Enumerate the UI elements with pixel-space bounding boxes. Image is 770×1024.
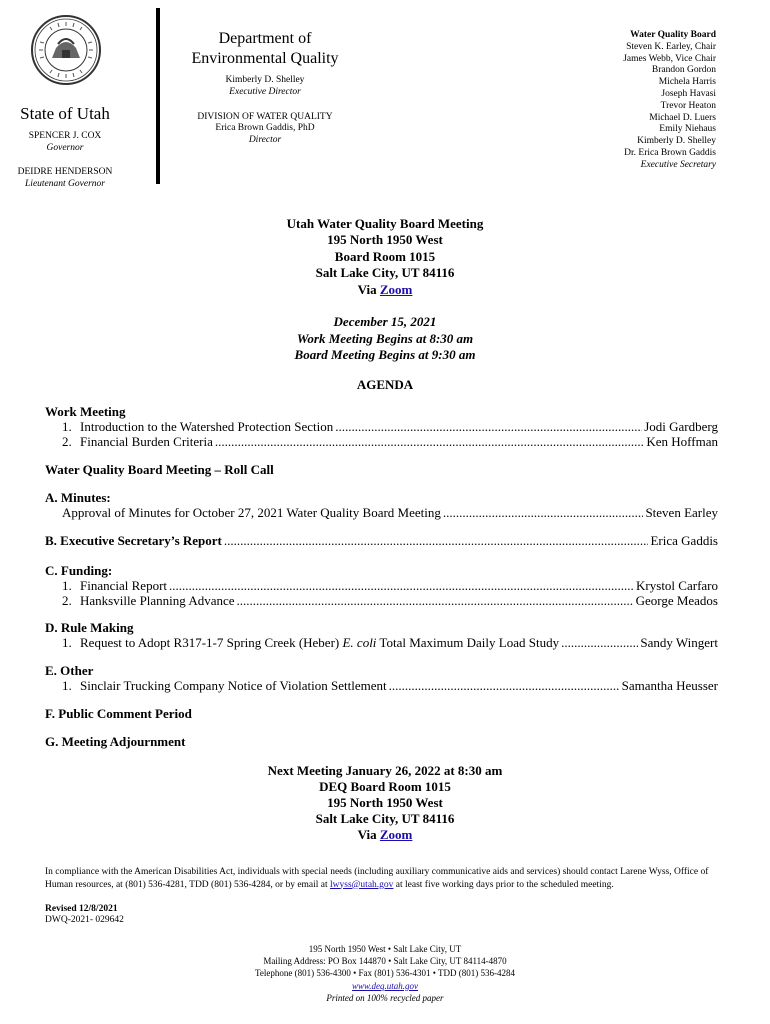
email-link[interactable]: lwyss@utah.gov <box>330 879 394 890</box>
department-name-line1: Department of <box>218 30 312 47</box>
division-director-title: Director <box>248 135 282 145</box>
next-meeting-via <box>0 827 770 844</box>
presenter: Erica Gaddis <box>650 533 718 548</box>
website-link[interactable]: www.deq.utah.gov <box>351 981 419 991</box>
revised-date: Revised 12/8/2021 <box>45 904 118 914</box>
item-text: Approval of Minutes for October 27, 2021 Water Quality Board Meeting <box>62 505 441 520</box>
board-member: Kimberly D. Shelley <box>637 136 716 147</box>
rule-making-heading: D. Rule Making <box>45 620 134 635</box>
item-text-italic: E. coli <box>342 635 377 650</box>
compliance-text: In compliance with the American Disabilities Act, individuals with special needs (including auxiliary communicative aids and services) should contact Larene Wyss, Office of Human resources, at (801) 536-4281, TDD (801) 536-4284, or by email at <box>45 867 709 890</box>
leader-dots <box>389 678 620 694</box>
footer-address: 195 North 1950 West • Salt Lake City, UT <box>308 944 462 954</box>
next-meeting-via-label: Via <box>357 827 380 842</box>
presenter: Jodi Gardberg <box>644 419 718 434</box>
board-member-list <box>516 30 716 172</box>
item-number: 1. <box>62 678 72 693</box>
board-member: Michela Harris <box>658 77 716 88</box>
footer-recycled: Printed on 100% recycled paper <box>326 993 444 1003</box>
item-text: Request to Adopt R317-1-7 Spring Creek (Heber) <box>80 635 343 650</box>
meeting-title: Utah Water Quality Board Meeting <box>286 216 484 231</box>
department-name <box>180 29 350 69</box>
adjournment-heading: G. Meeting Adjournment <box>45 734 186 749</box>
lt-governor-name: DEIDRE HENDERSON <box>17 167 113 177</box>
agenda-title: AGENDA <box>356 377 414 392</box>
public-comment-heading: F. Public Comment Period <box>45 706 192 721</box>
leader-dots <box>169 578 634 594</box>
item-number: 1. <box>62 419 72 434</box>
meeting-address: 195 North 1950 West <box>327 232 443 247</box>
leader-dots <box>215 434 645 450</box>
meeting-via-label: Via <box>357 282 380 297</box>
board-member: Dr. Erica Brown Gaddis <box>624 147 716 158</box>
work-meeting-time: Work Meeting Begins at 8:30 am <box>296 331 474 346</box>
item-text: Financial Report <box>80 578 168 593</box>
next-meeting-date: Next Meeting January 26, 2022 at 8:30 am <box>267 763 503 778</box>
funding-heading: C. Funding: <box>45 563 113 578</box>
executive-director-name: Kimberly D. Shelley <box>225 75 305 85</box>
footer-website <box>0 980 770 992</box>
agenda-item <box>62 505 718 521</box>
footer-mailing-address: Mailing Address: PO Box 144870 • Salt Lake City, UT 84114-4870 <box>263 956 507 966</box>
state-title: State of Utah <box>20 104 110 123</box>
next-meeting-room: DEQ Board Room 1015 <box>319 779 451 794</box>
board-member: Steven K. Earley, Chair <box>626 41 716 52</box>
item-text: Introduction to the Watershed Protection Section <box>80 419 334 434</box>
item-text: Financial Burden Criteria <box>80 434 213 449</box>
agenda-item <box>62 578 718 594</box>
state-seal-logo <box>30 14 102 86</box>
other-heading: E. Other <box>45 663 94 678</box>
agenda-item <box>62 678 718 694</box>
presenter: George Meados <box>635 593 718 608</box>
leader-dots <box>224 533 649 549</box>
board-member: Emily Niehaus <box>659 124 716 135</box>
division-director-name: Erica Brown Gaddis, PhD <box>215 123 315 133</box>
item-text: Hanksville Planning Advance <box>80 593 235 608</box>
presenter: Ken Hoffman <box>646 434 718 449</box>
board-member: James Webb, Vice Chair <box>623 53 716 64</box>
division-name: DIVISION OF WATER QUALITY <box>197 112 333 122</box>
item-number: 2. <box>62 593 72 608</box>
agenda-item <box>62 434 718 450</box>
governor-title: Governor <box>46 143 84 153</box>
item-text: Sinclair Trucking Company Notice of Violation Settlement <box>80 678 387 693</box>
item-text-rest: Total Maximum Daily Load Study <box>376 635 560 650</box>
executive-director-title: Executive Director <box>229 87 301 97</box>
board-meeting-time: Board Meeting Begins at 9:30 am <box>294 347 476 362</box>
presenter: Steven Earley <box>645 505 718 520</box>
roll-call-heading: Water Quality Board Meeting – Roll Call <box>45 462 274 477</box>
item-number: 1. <box>62 635 72 650</box>
board-secretary-title: Executive Secretary <box>640 159 716 170</box>
leader-dots <box>443 505 644 521</box>
ada-compliance-notice <box>45 866 735 891</box>
lt-governor-title: Lieutenant Governor <box>25 179 105 189</box>
board-member: Joseph Havasi <box>661 88 716 99</box>
board-member: Brandon Gordon <box>651 65 716 76</box>
agenda-item <box>62 593 718 609</box>
agenda-item <box>45 533 718 549</box>
item-number: 2. <box>62 434 72 449</box>
exec-report-heading: B. Executive Secretary’s Report <box>45 533 222 548</box>
department-name-line2: Environmental Quality <box>191 50 339 67</box>
agenda-item <box>62 419 718 435</box>
leader-dots <box>237 593 634 609</box>
zoom-link[interactable]: Zoom <box>379 282 413 297</box>
meeting-date: December 15, 2021 <box>333 314 437 329</box>
meeting-city: Salt Lake City, UT 84116 <box>315 265 455 280</box>
presenter: Samantha Heusser <box>621 678 718 693</box>
presenter: Krystol Carfaro <box>636 578 718 593</box>
next-meeting-city: Salt Lake City, UT 84116 <box>315 811 455 826</box>
board-title: Water Quality Board <box>630 30 716 40</box>
next-meeting-address: 195 North 1950 West <box>327 795 443 810</box>
meeting-room: Board Room 1015 <box>334 249 436 264</box>
presenter: Sandy Wingert <box>640 635 718 650</box>
board-member: Trevor Heaton <box>660 100 716 111</box>
document-id: DWQ-2021- 029642 <box>45 915 124 925</box>
compliance-text-end: at least five working days prior to the scheduled meeting. <box>393 879 614 890</box>
footer-phone: Telephone (801) 536-4300 • Fax (801) 536-4301 • TDD (801) 536-4284 <box>255 968 515 978</box>
zoom-link-next[interactable]: Zoom <box>379 827 413 842</box>
leader-dots <box>561 635 638 651</box>
leader-dots <box>335 419 642 435</box>
board-member: Michael D. Luers <box>649 112 716 123</box>
header-divider <box>156 8 160 184</box>
minutes-heading: A. Minutes: <box>45 490 111 505</box>
meeting-via <box>0 282 770 299</box>
item-number: 1. <box>62 578 72 593</box>
governor-name: SPENCER J. COX <box>28 131 102 141</box>
agenda-item <box>62 635 718 651</box>
work-meeting-heading: Work Meeting <box>45 404 126 419</box>
